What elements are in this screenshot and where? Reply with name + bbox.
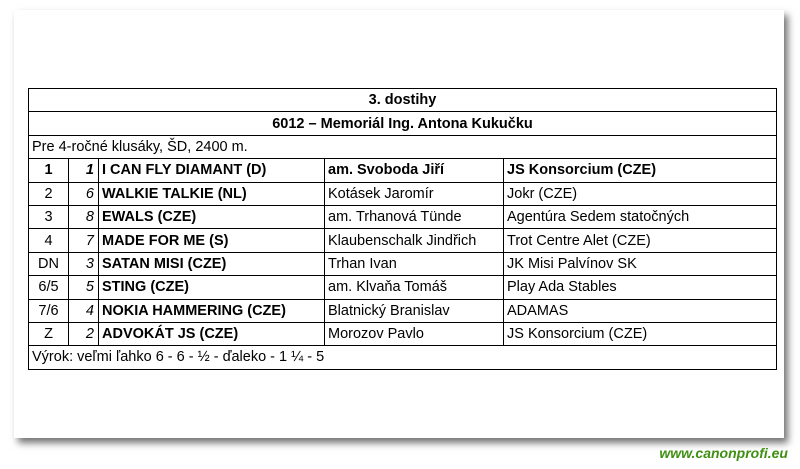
driver-cell: Blatnický Branislav xyxy=(325,299,504,322)
horse-name-cell: STING (CZE) xyxy=(99,276,325,299)
start-number-cell: 7 xyxy=(69,229,99,252)
horse-name-cell: WALKIE TALKIE (NL) xyxy=(99,182,325,205)
place-cell: 1 xyxy=(29,159,69,182)
horse-name-cell: I CAN FLY DIAMANT (D) xyxy=(99,159,325,182)
horse-name-cell: EWALS (CZE) xyxy=(99,205,325,228)
start-number-cell: 6 xyxy=(69,182,99,205)
result-row xyxy=(29,229,777,252)
horse-name-cell: MADE FOR ME (S) xyxy=(99,229,325,252)
horse-name-cell: NOKIA HAMMERING (CZE) xyxy=(99,299,325,322)
owner-cell: Agentúra Sedem statočných xyxy=(504,205,777,228)
race-results-table xyxy=(28,88,777,370)
place-cell: 4 xyxy=(29,229,69,252)
driver-cell: Trhan Ivan xyxy=(325,252,504,275)
race-conditions: Pre 4-ročné klusáky, ŠD, 2400 m. xyxy=(29,135,777,158)
place-cell: 7/6 xyxy=(29,299,69,322)
start-number-cell: 3 xyxy=(69,252,99,275)
horse-name-cell: ADVOKÁT JS (CZE) xyxy=(99,322,325,345)
driver-cell: Klaubenschalk Jindřich xyxy=(325,229,504,252)
start-number-cell: 1 xyxy=(69,159,99,182)
result-row xyxy=(29,252,777,275)
race-title: 3. dostihy xyxy=(29,89,777,112)
owner-cell: Play Ada Stables xyxy=(504,276,777,299)
result-row xyxy=(29,276,777,299)
result-row xyxy=(29,299,777,322)
driver-cell: am. Klvaňa Tomáš xyxy=(325,276,504,299)
result-row xyxy=(29,205,777,228)
result-row xyxy=(29,322,777,345)
start-number-cell: 8 xyxy=(69,205,99,228)
start-number-cell: 4 xyxy=(69,299,99,322)
race-verdict: Výrok: veľmi ľahko 6 - 6 - ½ - ďaleko - 1 ¼ - 5 xyxy=(29,346,777,369)
place-cell: 3 xyxy=(29,205,69,228)
place-cell: DN xyxy=(29,252,69,275)
owner-cell: Trot Centre Alet (CZE) xyxy=(504,229,777,252)
start-number-cell: 2 xyxy=(69,322,99,345)
owner-cell: Jokr (CZE) xyxy=(504,182,777,205)
place-cell: 6/5 xyxy=(29,276,69,299)
driver-cell: Kotásek Jaromír xyxy=(325,182,504,205)
owner-cell: JS Konsorcium (CZE) xyxy=(504,159,777,182)
driver-cell: Morozov Pavlo xyxy=(325,322,504,345)
place-cell: Z xyxy=(29,322,69,345)
owner-cell: ADAMAS xyxy=(504,299,777,322)
place-cell: 2 xyxy=(29,182,69,205)
owner-cell: JS Konsorcium (CZE) xyxy=(504,322,777,345)
driver-cell: am. Trhanová Tünde xyxy=(325,205,504,228)
race-name: 6012 – Memoriál Ing. Antona Kukučku xyxy=(29,112,777,135)
start-number-cell: 5 xyxy=(69,276,99,299)
driver-cell: am. Svoboda Jiří xyxy=(325,159,504,182)
result-row xyxy=(29,159,777,182)
watermark: www.canonprofi.eu xyxy=(659,445,788,461)
owner-cell: JK Misi Palvínov SK xyxy=(504,252,777,275)
horse-name-cell: SATAN MISI (CZE) xyxy=(99,252,325,275)
result-row xyxy=(29,182,777,205)
